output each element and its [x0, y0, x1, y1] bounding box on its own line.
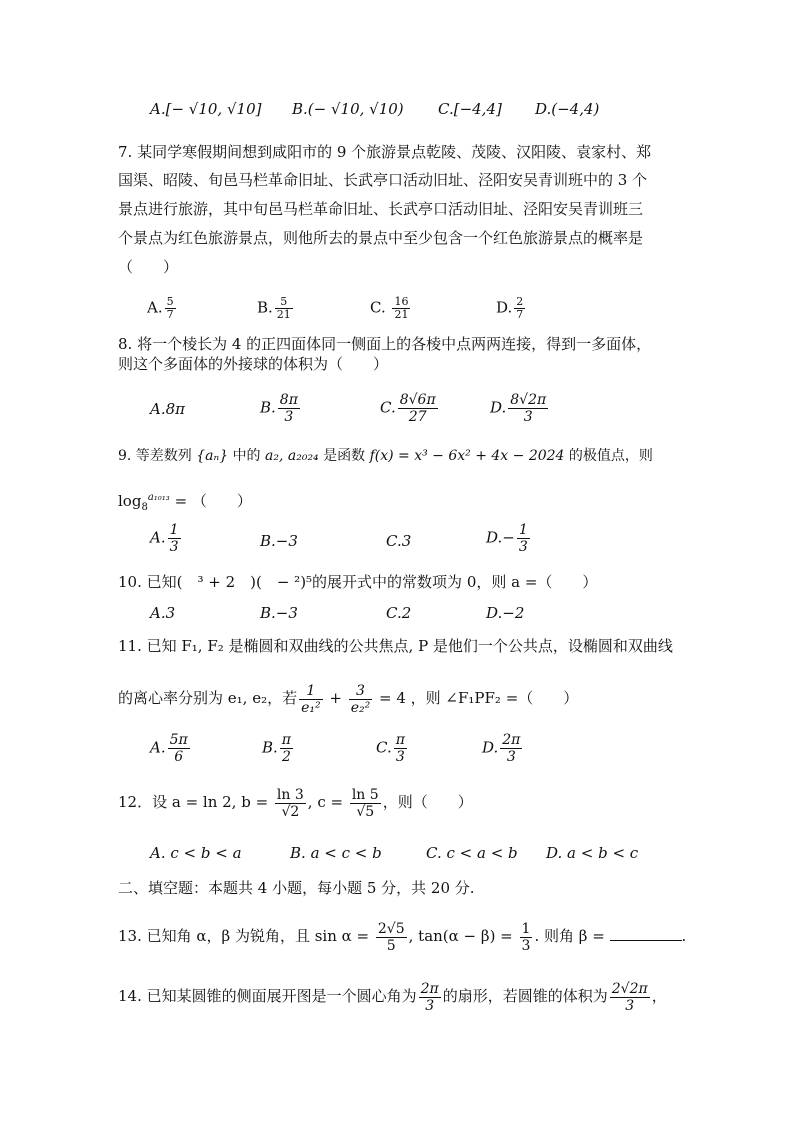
q7-option-a: A. $\frac{5}{7}$ — [147, 295, 174, 321]
q7-line-5: （ ） — [118, 258, 179, 276]
q14-line: 14. 已知某圆锥的侧面展开图是一个圆心角为 $\frac{2\pi}{3}$ 的扇形，若圆锥的体积为 $\frac{2√2\pi}{3}$ ， — [118, 980, 667, 1014]
q8-option-b: B. $\frac{8\pi}{3}$ — [260, 392, 298, 425]
q7-option-b: B. $\frac{5}{21}$ — [257, 295, 291, 321]
q7-line-4: 个景点为红色旅游景点，则他所去的景点中至少包含一个红色旅游景点的概率是 — [118, 229, 644, 247]
q10-option-d: D.−2 — [486, 604, 525, 622]
q9-option-d: D.− $\frac{1}{3}$ — [486, 522, 528, 555]
q12-options — [150, 842, 710, 866]
q7-options — [147, 296, 707, 320]
q6-option-a: A.[− √10, √10] — [150, 100, 262, 118]
q12-option-d: D. a < b < c — [546, 844, 639, 862]
q9-line-2: $\log_8^{a_{1013}}$ = （ ） — [118, 492, 252, 513]
q13-answer-blank[interactable] — [610, 926, 682, 941]
q7-line-2: 国渠、昭陵、旬邑马栏革命旧址、长武亭口活动旧址、泾阳安吴青训班中的 3 个 — [118, 171, 648, 189]
q12-line: 12．设 a = ln 2, b = $\frac{\ln 3}{√2}$ , c = $\frac{\ln 5}{√5}$ ，则（ ） — [118, 786, 473, 820]
q10-options — [150, 602, 710, 626]
q9-line-1: 9. 等差数列 {aₙ} 中的 a₂, a₂₀₂₄ 是函数 f(x) = x³ − 6x² + 4x − 2024 的极值点，则 — [118, 448, 653, 464]
q12-option-c: C. c < a < b — [426, 844, 518, 862]
q8-options — [150, 392, 710, 425]
q9-option-c: C.3 — [386, 532, 412, 550]
q6-option-d: D.(−4,4) — [535, 100, 600, 118]
q8-option-c: C. $\frac{8√6\pi}{27}$ — [380, 392, 436, 425]
section-2-heading: 二、填空题：本题共 4 小题，每小题 5 分，共 20 分. — [118, 879, 475, 897]
q10-line: 10. 已知( ³ + 2 )( − ²)⁵的展开式中的常数项为 0，则 a =（ ） — [118, 573, 598, 591]
q12-option-b: B. a < c < b — [290, 844, 382, 862]
q9-option-b: B.−3 — [260, 532, 298, 550]
q9-option-a: A. $\frac{1}{3}$ — [150, 522, 179, 555]
q11-line-1: 11. 已知 F₁, F₂ 是椭圆和双曲线的公共焦点, P 是他们一个公共点，设椭圆和双曲线 — [118, 637, 673, 655]
q6-option-b: B.(− √10, √10) — [292, 100, 404, 118]
q8-option-d: D. $\frac{8√2\pi}{3}$ — [490, 392, 547, 425]
q7-option-c: C. $\frac{16}{21}$ — [370, 295, 409, 321]
q13-line: 13. 已知角 α，β 为锐角，且 sin α = $\frac{2√5}{5}$ , tan(α − β) = $\frac{1}{3}$ . 则角 β = . — [118, 920, 687, 954]
q12-option-a: A. c < b < a — [150, 844, 242, 862]
q10-option-b: B.−3 — [260, 604, 298, 622]
q8-line-1: 8. 将一个棱长为 4 的正四面体同一侧面上的各棱中点两两连接，得到一多面体， — [118, 335, 652, 353]
q11-option-b: B. $\frac{\pi}{2}$ — [262, 732, 291, 765]
q7-line-1: 7. 某同学寒假期间想到咸阳市的 9 个旅游景点乾陵、茂陵、汉阳陵、袁家村、郑 — [118, 143, 652, 161]
q7-option-d: D. $\frac{2}{7}$ — [496, 295, 524, 321]
q9-options — [150, 522, 710, 555]
q8-option-a: A.8π — [150, 400, 186, 418]
q11-option-a: A. $\frac{5\pi}{6}$ — [150, 732, 188, 765]
q7-line-3: 景点进行旅游，其中旬邑马栏革命旧址、长武亭口活动旧址、泾阳安吴青训班三 — [118, 200, 644, 218]
q8-line-2: 则这个多面体的外接球的体积为（ ） — [118, 355, 389, 373]
q11-option-d: D. $\frac{2\pi}{3}$ — [482, 732, 521, 765]
q6-option-c: C.[−4,4] — [438, 100, 502, 118]
q11-option-c: C. $\frac{\pi}{3}$ — [376, 732, 405, 765]
q6-options — [150, 98, 710, 122]
q11-options — [150, 732, 710, 765]
q10-option-a: A.3 — [150, 604, 176, 622]
q10-option-c: C.2 — [386, 604, 412, 622]
q11-line-2: 的离心率分别为 e₁, e₂，若 $\frac{1}{\text{e₁²}}$ + $\frac{3}{\text{e₂²}}$ = 4 ，则 ∠F₁PF₂ =（ ） — [118, 682, 579, 716]
